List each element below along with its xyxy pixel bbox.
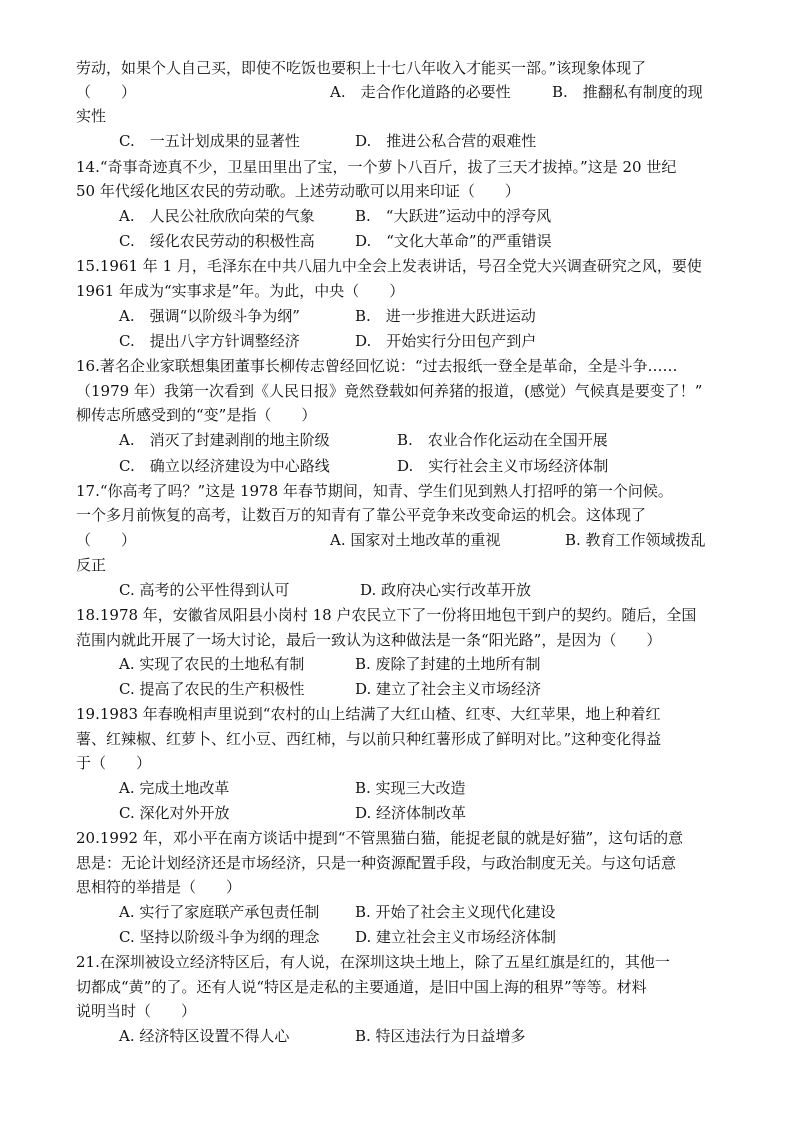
q14-stem-line1: 14.“奇事奇迹真不少，卫星田里出了宝，一个萝卜八百斤，拔了三天才拔掉。”这是 20 世纪 [76,158,677,176]
q15-stem-line2: 1961 年成为“实事求是”年。为此，中央（ ） [76,282,405,300]
q14-option-c: C. 绥化农民劳动的积极性高 [119,232,315,250]
q17-option-b-wrap: 反正 [76,556,107,574]
q19-stem-line2: 薯、红辣椒、红萝卜、红小豆、西红柿，与以前只种红薯形成了鲜明对比。”这种变化得益 [76,730,662,748]
q17-option-c: C. 高考的公平性得到认可 [119,581,290,599]
q21-stem-line1: 21.在深圳被设立经济特区后，有人说，在深圳这块土地上，除了五星红旗是红的，其他一 [76,953,670,971]
q20-stem-line2: 思是：无论计划经济还是市场经济，只是一种资源配置手段，与政治制度无关。与这句话意 [76,854,677,872]
q17-option-a: A. 国家对土地改革的重视 [330,531,501,549]
q14-option-b: B. “大跃进”运动中的浮夸风 [355,207,552,225]
q21-option-b: B. 特区违法行为日益增多 [355,1027,526,1045]
q16-stem-line1: 16.著名企业家联想集团董事长柳传志曾经回忆说：“过去报纸一登全是革命，全是斗争…… [76,357,678,375]
q16-option-c: C. 确立以经济建设为中心路线 [119,457,330,475]
q18-option-d: D. 建立了社会主义市场经济 [355,680,542,698]
q20-option-a: A. 实行了家庭联产承包责任制 [119,903,320,921]
q18-option-c: C. 提高了农民的生产积极性 [119,680,305,698]
q13-option-b-wrap: 实性 [76,107,107,125]
q17-answer-paren: （ ） [76,531,137,549]
q14-stem-line2: 50 年代绥化地区农民的劳动歌。上述劳动歌可以用来印证（ ） [76,182,520,200]
q14-option-a: A. 人民公社欣欣向荣的气象 [119,207,315,225]
q19-option-a: A. 完成土地改革 [119,779,230,797]
q20-stem-line3: 思相符的举措是（ ） [76,878,242,896]
q18-option-a: A. 实现了农民的土地私有制 [119,655,305,673]
q19-option-d: D. 经济体制改革 [355,804,467,822]
q15-option-d: D. 开始实行分田包产到户 [355,332,537,350]
q21-option-a: A. 经济特区设置不得人心 [119,1027,290,1045]
q13-stem-line: 劳动，如果个人自己买，即使不吃饭也要积上十七八年收入才能买一部。”该现象体现了 [76,59,647,77]
q20-option-b: B. 开始了社会主义现代化建设 [355,903,556,921]
q16-stem-line2: （1979 年）我第一次看到《人民日报》竟然登载如何养猪的报道，(感觉）气候真是要变了！” [76,382,703,400]
q16-stem-line3: 柳传志所感受到的“变”是指（ ） [76,406,317,424]
q17-option-d: D. 政府决心实行改革开放 [360,581,532,599]
q15-stem-line1: 15.1961 年 1 月，毛泽东在中共八届九中全会上发表讲话，号召全党大兴调查研究之风，要使 [76,257,702,275]
q17-stem-line1: 17.“你高考了吗？”这是 1978 年春节期间，知青、学生们见到熟人打招呼的第一个问候。 [76,482,673,500]
q15-option-a: A. 强调“以阶级斗争为纲” [119,307,300,325]
q16-option-b: B. 农业合作化运动在全国开展 [397,431,608,449]
q13-answer-paren: （ ） [76,83,137,101]
q20-option-d: D. 建立社会主义市场经济体制 [355,928,557,946]
q16-option-d: D. 实行社会主义市场经济体制 [397,457,609,475]
q21-stem-line3: 说明当时（ ） [76,1002,197,1020]
q15-option-b: B. 进一步推进大跃进运动 [355,307,536,325]
q19-stem-line1: 19.1983 年春晚相声里说到“农村的山上结满了大红山楂、红枣、大红苹果，地上种着红 [76,705,661,723]
q19-option-b: B. 实现三大改造 [355,779,466,797]
q14-option-d: D. “文化大革命”的严重错误 [355,232,552,250]
q19-option-c: C. 深化对外开放 [119,804,230,822]
q20-stem-line1: 20.1992 年，邓小平在南方谈话中提到“不管黑猫白猫，能捉老鼠的就是好猫”，这句话的意 [76,829,684,847]
q13-option-a: A. 走合作化道路的必要性 [330,83,511,101]
q13-option-c: C. 一五计划成果的显著性 [119,132,300,150]
q17-stem-line2: 一个多月前恢复的高考，让数百万的知青有了靠公平竞争来改变命运的机会。这体现了 [76,506,647,524]
q20-option-c: C. 坚持以阶级斗争为纲的理念 [119,928,320,946]
q21-stem-line2: 切都成“黄”的了。还有人说“特区是走私的主要通道，是旧中国上海的租界”等等。材料 [76,978,647,996]
q13-option-b: B. 推翻私有制度的现 [552,83,703,101]
q15-option-c: C. 提出八字方针调整经济 [119,332,300,350]
q17-option-b: B. 教育工作领域拨乱 [565,531,706,549]
q19-stem-line3: 于（ ） [76,754,152,772]
q18-option-b: B. 废除了封建的土地所有制 [355,655,541,673]
q18-stem-line2: 范围内就此开展了一场大讨论，最后一致认为这种做法是一条“阳光路”，是因为（ ） [76,631,662,649]
q18-stem-line1: 18.1978 年，安徽省凤阳县小岗村 18 户农民立下了一份将田地包干到户的契约。随后，全国 [76,606,697,624]
q13-option-d: D. 推进公私合营的艰难性 [355,132,537,150]
q16-option-a: A. 消灭了封建剥削的地主阶级 [119,431,330,449]
